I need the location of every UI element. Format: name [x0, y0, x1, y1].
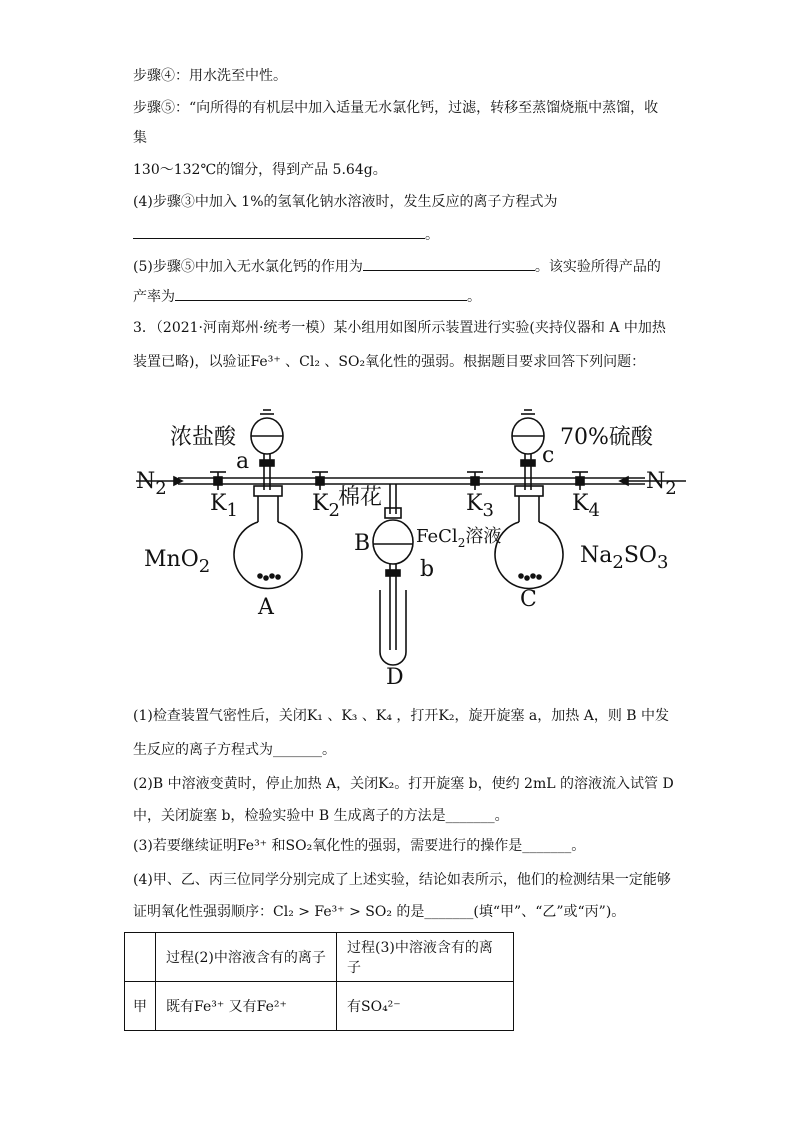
- valve-k3[interactable]: [467, 472, 483, 490]
- valve-k1[interactable]: [210, 472, 226, 490]
- label-flask-c: C: [520, 587, 537, 612]
- flask-a: [234, 486, 302, 588]
- question-5-yield: 产率为: [133, 289, 175, 305]
- answer-blank[interactable]: [363, 256, 535, 271]
- label-flask-a: A: [258, 595, 274, 620]
- label-concentrated-hcl: 浓盐酸: [170, 425, 237, 450]
- valve-k4[interactable]: [572, 472, 588, 490]
- label-stopcock-a: a: [236, 449, 250, 474]
- period: 。: [425, 227, 439, 243]
- valve-k2[interactable]: [312, 472, 328, 490]
- table-header-cell: [125, 933, 156, 982]
- answer-blank[interactable]: [175, 286, 467, 301]
- label-b: B: [354, 531, 371, 556]
- tube-to-b: [390, 484, 396, 514]
- label-fecl2-solution: FeCl$_2$溶液: [416, 526, 502, 550]
- label-k4: $K_4$: [572, 491, 600, 521]
- apparatus-diagram: [130, 400, 690, 690]
- question-4-answer-line: [133, 224, 439, 245]
- question-2-line-b: 中，关闭旋塞 b，检验实验中 B 生成离子的方法是_______。: [133, 808, 509, 824]
- question-5-prompt: (5)步骤⑤中加入无水氯化钙的作用为: [133, 259, 363, 275]
- label-k1: $K_1$: [210, 491, 238, 521]
- label-stopcock-c: c: [542, 443, 555, 468]
- question-5-line-a: [133, 256, 661, 277]
- answer-blank[interactable]: [133, 224, 425, 239]
- results-table: [124, 932, 514, 1031]
- step5-text-c: 130～132℃的馏分，得到产品 5.64g。: [133, 162, 387, 178]
- table-cell: 有SO₄²⁻: [337, 982, 514, 1031]
- step4-text: 步骤④：用水洗至中性。: [133, 68, 287, 84]
- problem-3-post: 氧化性的强弱。根据题目要求回答下列问题：: [365, 354, 646, 370]
- table-cell: 甲: [125, 982, 156, 1031]
- question-5-line-b: [133, 286, 481, 307]
- funnel-b: [373, 508, 413, 600]
- question-4b-line-a: (4)甲、乙、丙三位同学分别完成了上述实验，结论如表所示，他们的检测结果一定能够: [133, 872, 671, 888]
- question-5-cont: 。该实验所得产品的: [534, 259, 661, 275]
- table-header-cell: 过程(3)中溶液含有的离子: [337, 933, 514, 982]
- question-1-line-a: (1)检查装置气密性后，关闭K₁ 、K₃ 、K₄ ，打开K₂，旋开旋塞 a，加热 A，则 B 中发: [133, 708, 670, 724]
- problem-3-pre: 装置已略)，以验证: [133, 354, 251, 370]
- label-tube-d: D: [386, 665, 404, 690]
- problem-3-ions: Fe³⁺ 、Cl₂ 、SO₂: [250, 354, 366, 370]
- problem-3-line-a: 3．（2021·河南郑州·统考一模）某小组用如图所示装置进行实验(夹持仪器和 A 中加热: [133, 320, 666, 336]
- label-70-sulfuric-acid: 70%硫酸: [560, 425, 653, 450]
- table-row: [125, 982, 514, 1031]
- period: 。: [467, 289, 481, 305]
- step5-text-b: 集: [133, 130, 147, 146]
- table-cell: 既有Fe³⁺ 又有Fe²⁺: [156, 982, 337, 1031]
- table-header-row: [125, 933, 514, 982]
- step5-text-a: 步骤⑤：“向所得的有机层中加入适量无水氯化钙，过滤，转移至蒸馏烧瓶中蒸馏，收: [133, 100, 659, 116]
- label-k2: $K_2$: [312, 491, 340, 521]
- label-n2-left: $N_2$: [136, 469, 167, 499]
- label-n2-right: $N_2$: [646, 469, 677, 499]
- test-tube-d: [380, 590, 406, 665]
- table-header-cell: 过程(2)中溶液含有的离子: [156, 933, 337, 982]
- flask-c: [495, 486, 563, 588]
- question-2-line-a: (2)B 中溶液变黄时，停止加热 A，关闭K₂。打开旋塞 b，使约 2mL 的溶液流入试管 D: [133, 776, 674, 792]
- problem-3-line-b: [133, 352, 645, 372]
- label-cotton: 棉花: [338, 485, 383, 510]
- question-4b-line-b: 证明氧化性强弱顺序：Cl₂ > Fe³⁺ > SO₂ 的是_______(填“甲”、“乙”或“丙”)。: [133, 904, 626, 920]
- label-k3: $K_3$: [466, 491, 494, 521]
- label-mno2: MnO$_2$: [144, 547, 211, 577]
- label-na2so3: $Na_2SO_3$: [580, 543, 669, 573]
- question-4-prompt: (4)步骤③中加入 1%的氢氧化钠水溶液时，发生反应的离子方程式为: [133, 194, 558, 210]
- question-1-line-b: 生反应的离子方程式为_______。: [133, 742, 336, 758]
- question-3-text: (3)若要继续证明Fe³⁺ 和SO₂氧化性的强弱，需要进行的操作是_______。: [133, 838, 586, 854]
- label-stopcock-b: b: [420, 557, 435, 582]
